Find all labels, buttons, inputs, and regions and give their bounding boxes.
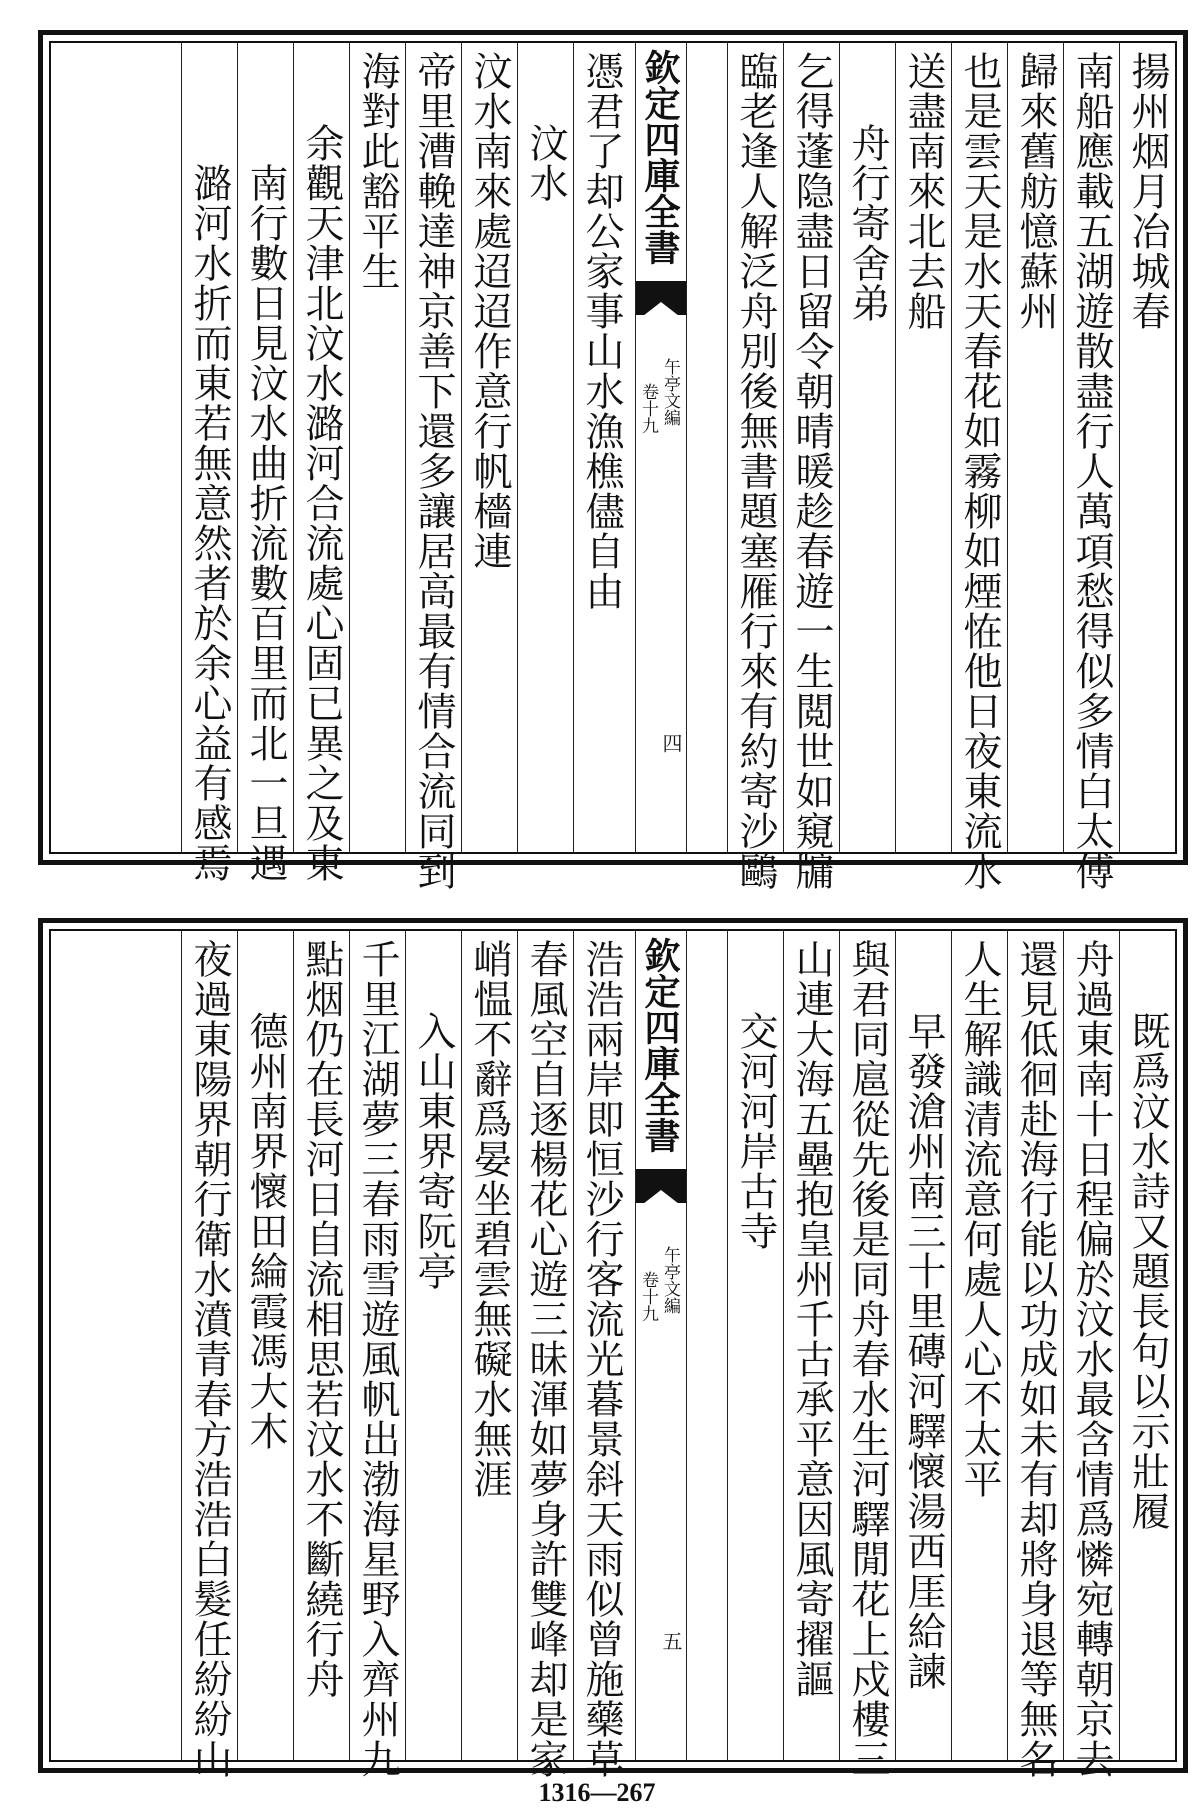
column-text: 人生解識清流意何處人心不太平 <box>957 939 1002 1499</box>
text-column <box>181 43 237 883</box>
column-text: 春風空自逐楊花心遊三昧渾如夢身許雙峰却是家 <box>523 939 568 1779</box>
column-text: 交河河岸古寺 <box>733 1011 778 1251</box>
column-text: 既爲汶水詩又題長句以示壯履 <box>1125 1011 1170 1531</box>
column-text: 舟行寄舍弟 <box>845 123 890 323</box>
book-title: 欽定四庫全書 <box>639 937 681 1153</box>
page-footer-number: 1316—267 <box>538 1778 656 1807</box>
book-name-label: 午亭文編 <box>660 1246 680 1314</box>
column-text: 山連大海五壘抱皇州千古承平意因風寄擢謳 <box>789 939 834 1699</box>
column-text: 南船應載五湖遊散盡行人萬項愁得似多情白太傅 <box>1069 51 1114 891</box>
page-top-frame <box>49 41 1177 891</box>
text-column <box>293 43 349 883</box>
page-number: 四 <box>659 733 683 753</box>
page-bottom <box>38 918 1188 1779</box>
text-column <box>181 931 237 1779</box>
fish-tail-mark <box>636 1169 686 1203</box>
column-text: 歸來舊舫憶蘇州 <box>1013 51 1058 331</box>
text-column <box>1063 931 1119 1779</box>
text-column <box>237 43 293 883</box>
column-text: 汶水 <box>523 123 568 203</box>
fish-tail-mark <box>636 281 686 315</box>
column-text: 汶水南來處迢迢作意行帆檣連 <box>467 51 512 571</box>
page-number: 五 <box>659 1631 683 1651</box>
column-text: 憑君了却公家事山水漁樵儘自由 <box>579 51 624 611</box>
text-column <box>951 931 1007 1760</box>
text-column <box>405 931 461 1760</box>
volume-label: 卷十九 <box>638 1271 658 1322</box>
text-column <box>405 43 461 891</box>
volume-label: 卷十九 <box>638 383 658 434</box>
column-text: 入山東界寄阮亭 <box>411 1011 456 1291</box>
center-fold-column <box>635 43 687 852</box>
text-column <box>1007 931 1063 1779</box>
text-column <box>839 43 895 852</box>
text-column <box>517 43 573 852</box>
column-text: 揚州烟月冶城春 <box>1125 51 1170 331</box>
text-column <box>727 931 783 1760</box>
text-column <box>1063 43 1119 891</box>
column-text: 早發滄州南三十里磚河驛懷湯西厓給諫 <box>901 1011 946 1691</box>
text-column <box>461 931 517 1760</box>
column-text: 德州南界懷田綸霞馮大木 <box>243 1011 288 1451</box>
text-column <box>573 931 629 1779</box>
column-text: 帝里漕輓達神京善下還多讓居高最有情合流同到 <box>411 51 456 891</box>
book-title: 欽定四庫全書 <box>639 49 681 265</box>
page-top <box>38 30 1188 891</box>
text-column <box>783 43 839 891</box>
text-column <box>349 931 405 1779</box>
column-text: 臨老逢人解泛舟別後無書題塞雁行來有約寄沙鷗 <box>733 51 778 891</box>
column-text: 千里江湖夢三春雨雪遊風帆出渤海星野入齊州九 <box>355 939 400 1779</box>
text-column <box>349 43 405 852</box>
column-text: 舟過東南十日程偏於汶水最含情爲憐宛轉朝京去 <box>1069 939 1114 1779</box>
text-column <box>1119 931 1175 1760</box>
text-column <box>573 43 629 852</box>
text-column <box>951 43 1007 891</box>
text-column <box>517 931 573 1779</box>
text-column <box>839 931 895 1779</box>
book-name-label: 午亭文編 <box>660 358 680 426</box>
text-column <box>783 931 839 1760</box>
column-text: 潞河水折而東若無意然者於余心益有感焉 <box>187 163 232 883</box>
column-text: 夜過東陽界朝行衛水濆青春方浩浩白髮任紛紛山 <box>187 939 232 1779</box>
text-column <box>895 43 951 852</box>
text-column <box>461 43 517 852</box>
text-column <box>293 931 349 1760</box>
page-bottom-frame <box>49 929 1177 1779</box>
column-text: 浩浩兩岸即恒沙行客流光暮景斜天雨似曾施藥草 <box>579 939 624 1779</box>
column-text: 海對此豁平生 <box>355 51 400 291</box>
column-text: 也是雲天是水天春花如霧柳如煙恠他日夜東流水 <box>957 51 1002 891</box>
column-text: 乞得蓬隐盡日留令朝晴暖趁春遊一生閲世如窺牖 <box>789 51 834 891</box>
column-text: 還見低徊赴海行能以功成如未有却將身退等無名 <box>1013 939 1058 1779</box>
text-column <box>1119 43 1175 852</box>
column-text: 峭愠不辭爲晏坐碧雲無礙水無涯 <box>467 939 512 1499</box>
text-column <box>237 931 293 1760</box>
center-fold-column <box>635 931 687 1760</box>
column-text: 送盡南來北去船 <box>901 51 946 331</box>
text-column <box>895 931 951 1760</box>
text-column <box>1007 43 1063 852</box>
column-text: 點烟仍在長河日自流相思若汶水不斷繞行舟 <box>299 939 344 1699</box>
column-text: 南行數日見汶水曲折流數百里而北一旦遇 <box>243 163 288 883</box>
text-column <box>727 43 783 891</box>
column-text: 與君同扈從先後是同舟春水生河驛閒花上戍樓三 <box>845 939 890 1779</box>
column-text: 余觀天津北汶水潞河合流處心固已異之及東 <box>299 123 344 883</box>
